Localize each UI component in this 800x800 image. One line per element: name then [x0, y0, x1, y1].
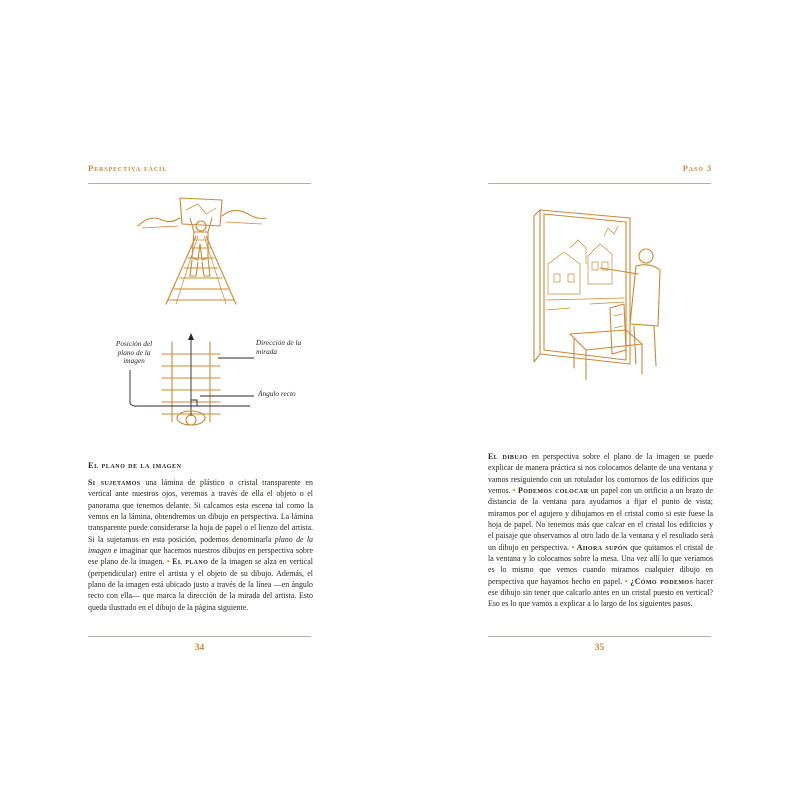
bullet-icon: •	[571, 542, 575, 552]
railway-sheet-illustration	[136, 196, 268, 308]
page-number: 34	[194, 643, 205, 653]
lead-in: Si sujetamos	[88, 478, 141, 487]
body-paragraph	[488, 451, 713, 610]
paragraph-text: en perspectiva sobre el plano de la imagen se puede explicar de manera práctica si nos colocamos delante de una ventana y vamos resiguiendo con un rotulador los contornos de los edificios que vemos.	[488, 452, 714, 496]
window-drawing-illustration	[530, 204, 670, 384]
body-paragraph	[88, 477, 313, 613]
running-head: Paso 3	[682, 163, 712, 173]
paragraph-text: una lámina de plástico o cristal transparente en vertical ante nuestros ojos, veremos a través de ella el objeto o el panorama que tenemos delante. Si calcamos esta escena tal como la vemos en la lámina, obtendremos un dibujo en perspectiva. La lámina transparente puede considerarse la hoja de papel o el lienzo del artista. Si la sujetamos en esta posición, podemos denominarla	[88, 478, 313, 544]
footer-rule	[488, 636, 711, 637]
bullet-icon: •	[166, 557, 170, 567]
bullet-icon: •	[624, 576, 628, 586]
lead-in: Ahora supón	[576, 542, 628, 552]
italic-term: plano de la imagen	[88, 534, 313, 556]
lead-in: El plano	[172, 557, 209, 567]
lead-in: ¿Cómo podemos	[630, 576, 694, 586]
paragraph-text: hacer ese dibujo sin tener que calcarlo antes en un cristal puesto en vertical? Eso es lo que vamos a explicar a lo largo de los siguientes pasos.	[488, 576, 713, 609]
paragraph-text: e imaginar que hacemos nuestros dibujos en perspectiva sobre ese plano de la imagen.	[88, 546, 313, 567]
page-number: 35	[594, 643, 605, 653]
footer-rule	[88, 636, 311, 637]
lead-in: El dibujo	[488, 452, 528, 461]
bullet-icon: •	[512, 486, 516, 496]
lead-in: Podemos colocar	[517, 486, 589, 496]
paragraph-text: un papel con un orificio a un brazo de distancia de la ventana para ayudarnos a fijar el punto de vista; miramos por el agujero y dibujamos en el cristal como si este fuese la hoja de papel. No tenemos más que calcar en el cristal los edificios y el paisaje que observamos al otro lado de la ventana y el resultado será un dibujo en perspectiva.	[488, 486, 714, 552]
right-page	[400, 0, 800, 800]
caption-plane-position: Posición del plano de la imagen	[115, 339, 153, 366]
paragraph-text: de la imagen se alza en vertical (perpendicular) entre el artista y el objeto de su dibujo. Además, el plano de la imagen está ubicado justo a través de la línea —en ángulo recto con ella— que marca la dirección de la mirada del artista. Esto queda ilustrado en el dibujo de la página siguiente.	[88, 557, 313, 612]
caption-view-direction: Dirección de la mirada	[256, 338, 302, 356]
header-rule	[88, 183, 311, 184]
paragraph-text: que quitamos el cristal de la ventana y lo colocamos sobre la mesa. Una vez allí lo que veríamos es lo mismo que vemos cuando miramos cualquier dibujo en perspectiva que hayamos hecho en papel.	[488, 542, 714, 586]
caption-right-angle: Ángulo recto	[258, 389, 296, 398]
running-head: Perspectiva fácil	[88, 163, 168, 173]
header-rule	[488, 183, 711, 184]
section-title: El plano de la imagen	[88, 461, 182, 470]
